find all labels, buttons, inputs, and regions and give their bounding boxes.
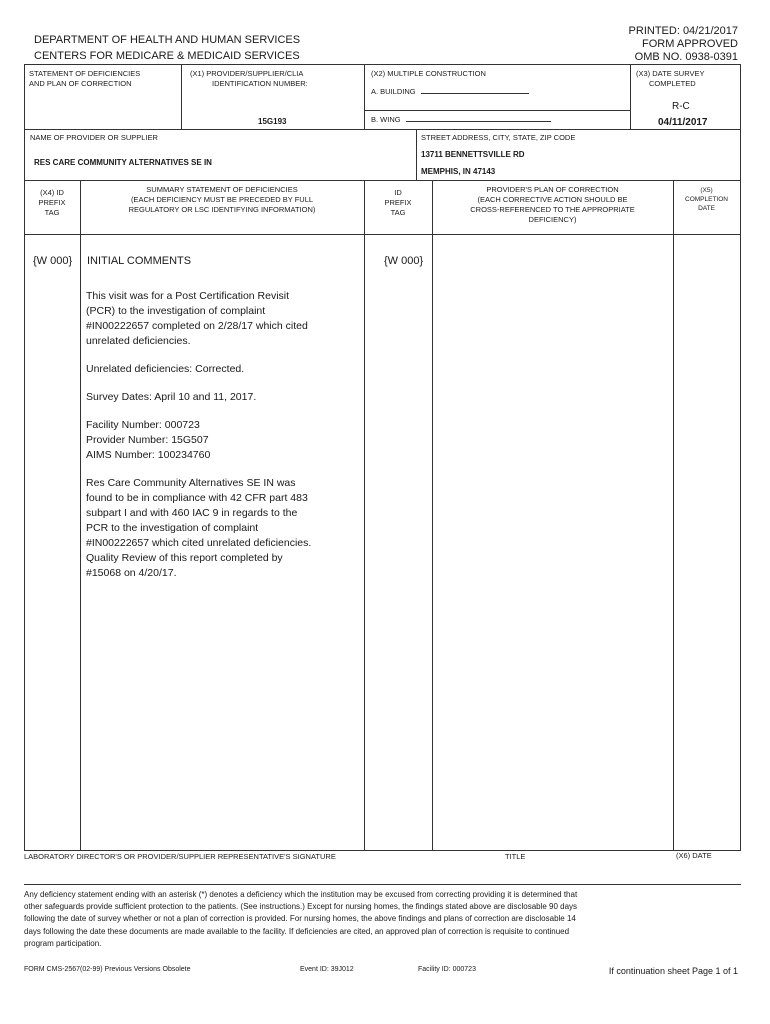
agency-line-1: DEPARTMENT OF HEALTH AND HUMAN SERVICES — [34, 34, 301, 46]
printed-date: PRINTED: 04/21/2017 — [628, 25, 738, 37]
survey-completed-date: 04/11/2017 — [658, 117, 708, 128]
entry-title: INITIAL COMMENTS — [87, 255, 192, 267]
omb-number: OMB NO. 0938-0391 — [634, 51, 738, 63]
x2-label: (X2) MULTIPLE CONSTRUCTION — [371, 69, 486, 78]
building-blank — [421, 86, 529, 94]
x3-label-1: (X3) DATE SURVEY — [636, 69, 705, 78]
date-label: (X6) DATE — [676, 851, 712, 860]
x4-header: (X4) ID PREFIX TAG — [38, 188, 66, 217]
wing-label: B. WING — [371, 115, 401, 124]
facility-id: Facility ID: 000723 — [418, 966, 476, 973]
form-number: FORM CMS-2567(02-99) Previous Versions Obsolete — [24, 966, 191, 973]
form-approved: FORM APPROVED — [642, 38, 738, 50]
building-label: A. BUILDING — [371, 87, 416, 96]
provider-name-label: NAME OF PROVIDER OR SUPPLIER — [30, 133, 158, 142]
x1-label-2: IDENTIFICATION NUMBER: — [212, 79, 308, 88]
statement-label-1: STATEMENT OF DEFICIENCIES — [29, 69, 141, 78]
signature-label: LABORATORY DIRECTOR'S OR PROVIDER/SUPPLIER REPRESENTATIVE'S SIGNATURE — [24, 852, 336, 861]
paragraph-survey-dates: Survey Dates: April 10 and 11, 2017. — [86, 391, 257, 403]
title-label: TITLE — [505, 852, 526, 861]
disclaimer: Any deficiency statement ending with an asterisk (*) denotes a deficiency which the institution may be excused from correcting providing it is determined that other safeguards provide sufficient protection to the patients. (See instructions.) Except for nursing homes, the findings stated above are disclosable 90 days following the date of survey whether or not a plan of correction is provided. For nursing homes, the above findings and plans of correction are disclosable 14 days following the date these documents are made available to the facility. If deficiencies are cited, an approved plan of correction is requisite to continued program participation. — [24, 890, 578, 948]
provider-id-number: 15G193 — [258, 117, 287, 126]
plan-header: PROVIDER'S PLAN OF CORRECTION (EACH CORRECTIVE ACTION SHOULD BE CROSS-REFERENCED TO THE APPROPRIATE DEFICIENCY) — [470, 185, 635, 224]
event-id: Event ID: 39J012 — [300, 966, 354, 973]
summary-header: SUMMARY STATEMENT OF DEFICIENCIES (EACH DEFICIENCY MUST BE PRECEDED BY FULL REGULATORY OR LSC IDENTIFYING INFORMATION) — [128, 185, 316, 214]
statement-label-2: AND PLAN OF CORRECTION — [29, 79, 132, 88]
entry-body — [86, 289, 361, 594]
paragraph-pcr: This visit was for a Post Certification Revisit (PCR) to the investigation of complaint #IN00222657 completed on 2/28/17 which cited unrelated deficiencies. — [86, 290, 308, 347]
paragraph-numbers: Facility Number: 000723 Provider Number: 15G507 AIMS Number: 100234760 — [86, 419, 211, 461]
page-indicator: If continuation sheet Page 1 of 1 — [608, 966, 738, 976]
x3-label-2: COMPLETED — [649, 79, 696, 88]
wing-blank — [406, 114, 551, 122]
x5-header: (X5) COMPLETION DATE — [685, 187, 728, 212]
paragraph-corrected: Unrelated deficiencies: Corrected. — [86, 363, 245, 375]
street-address: 13711 BENNETTSVILLE RD — [421, 150, 525, 159]
id-prefix-header: ID PREFIX TAG — [384, 188, 412, 217]
wing-field — [371, 114, 551, 125]
x1-label-1: (X1) PROVIDER/SUPPLIER/CLIA — [190, 69, 304, 78]
tag-left: {W 000} — [33, 255, 73, 267]
provider-name: RES CARE COMMUNITY ALTERNATIVES SE IN — [34, 158, 212, 167]
city-state-zip: MEMPHIS, IN 47143 — [421, 167, 496, 176]
agency-line-2: CENTERS FOR MEDICARE & MEDICAID SERVICES — [34, 50, 300, 62]
survey-code: R-C — [672, 101, 690, 112]
tag-right: {W 000} — [384, 255, 424, 267]
paragraph-compliance: Res Care Community Alternatives SE IN was found to be in compliance with 42 CFR part 483 subpart I and with 460 IAC 9 in regards to the PCR to the investigation of complaint #IN00222657 which cited unrelated deficiencies. Quality Review of this report completed by #15068 on 4/20/17. — [86, 477, 312, 579]
address-label: STREET ADDRESS, CITY, STATE, ZIP CODE — [421, 133, 576, 142]
building-field — [371, 86, 529, 97]
